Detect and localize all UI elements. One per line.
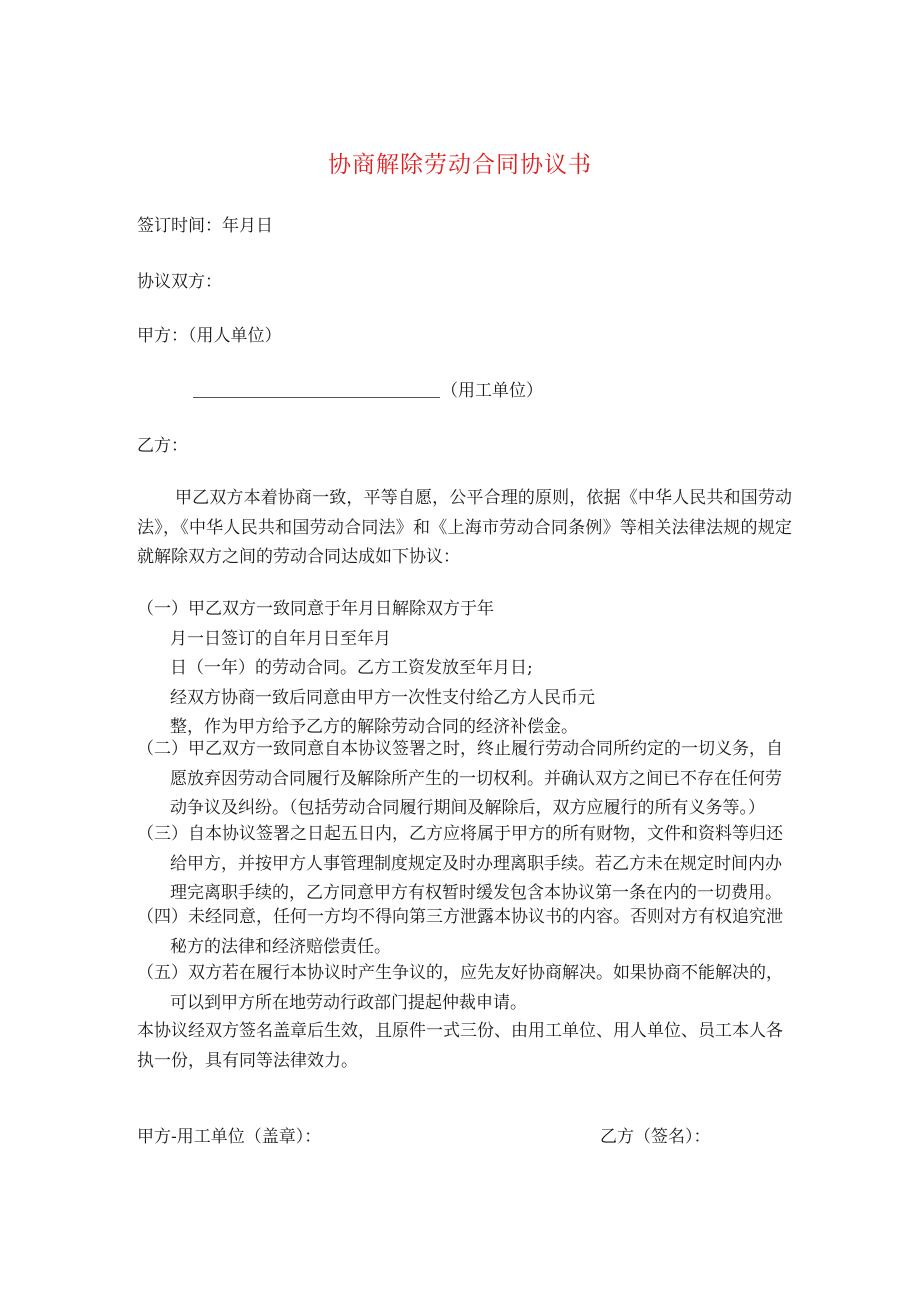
clause-line: 经双方协商一致后同意由甲方一次性支付给乙方人民币元 [170, 687, 595, 708]
parties-label: 协议双方： [137, 272, 222, 292]
clause-line: （一）甲乙双方一致同意于年月日解除双方于年 [137, 599, 494, 619]
closing-line: 本协议经双方签名盖章后生效，且原件一式三份、由用工单位、用人单位、员工本人各 [137, 1021, 783, 1041]
clause-2 [137, 735, 797, 824]
clause-line: （二）甲乙双方一致同意自本协议签署之时，终止履行劳动合同所约定的一切义务，自 [137, 739, 783, 759]
clause-line: 日（一年）的劳动合同。乙方工资发放至年月日; [170, 658, 533, 678]
closing-paragraph [137, 1017, 797, 1076]
clause-1 [137, 595, 797, 743]
clause-line: 月一日签订的自年月日至年月 [170, 628, 391, 649]
party-a-label: 甲方：（用人单位） [137, 326, 282, 346]
employer-blank-line [193, 397, 440, 398]
clause-line: 愿放弃因劳动合同履行及解除所产生的一切权利。并确认双方之间已不存在任何劳 [170, 768, 782, 789]
signature-party-b: 乙方（签名）： [600, 1127, 711, 1147]
document-title: 协商解除劳动合同协议书 [328, 152, 592, 178]
sign-date: 签订时间：年月日 [137, 216, 273, 236]
clause-4 [137, 903, 797, 962]
intro-paragraph: 甲乙双方本着协商一致，平等自愿，公平合理的原则，依据《中华人民共和国劳动法》，《中华人民共和国劳动合同法》和《上海市劳动合同条例》等相关法律法规的规定就解除双方之间的劳动合同达成如下协议： [137, 488, 792, 567]
clause-line: 可以到甲方所在地劳动行政部门提起仲裁申请。 [170, 992, 527, 1013]
signature-party-a: 甲方-用工单位（盖章）： [137, 1127, 322, 1147]
clause-line: 整，作为甲方给予乙方的解除劳动合同的经济补偿金。 [170, 717, 578, 737]
clause-line: 动争议及纠纷。（包括劳动合同履行期间及解除后，双方应履行的所有义务等。） [170, 798, 765, 818]
clause-line: （五）双方若在履行本协议时产生争议的，应先友好协商解决。如果协商不能解决的， [137, 963, 783, 983]
clause-line: 理完离职手续的，乙方同意甲方有权暂时缓发包含本协议第一条在内的一切费用。 [170, 883, 782, 903]
clause-line: 给甲方，并按甲方人事管理制度规定及时办理离职手续。若乙方未在规定时间内办 [170, 853, 782, 874]
clause-line: （四）未经同意，任何一方均不得向第三方泄露本协议书的内容。否则对方有权追究泄 [137, 907, 783, 927]
clause-5 [137, 959, 797, 1018]
clause-line: （三）自本协议签署之日起五日内，乙方应将属于甲方的所有财物，文件和资料等归还 [137, 824, 783, 844]
clause-3 [137, 820, 797, 909]
clause-line: 秘方的法律和经济赔偿责任。 [170, 936, 391, 957]
employer-unit-label: （用工单位） [441, 381, 543, 401]
party-b-label: 乙方： [137, 436, 188, 456]
closing-line: 执一份，具有同等法律效力。 [137, 1050, 358, 1071]
